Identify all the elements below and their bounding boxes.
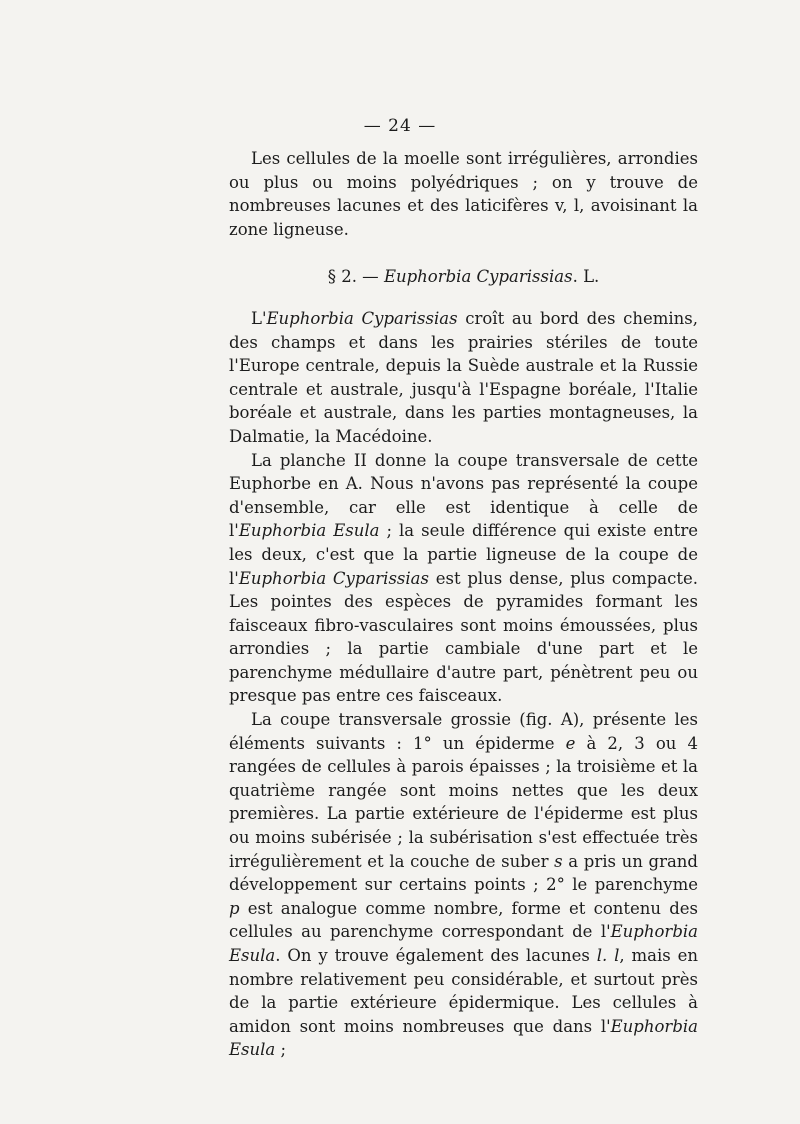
page-number: — 24 —	[363, 116, 437, 136]
text-run: , mais en nombre relativement peu considérable, et surtout près de la partie extérieure épidermique. Les cellules à amidon sont moins nombreuses que dans l'	[229, 946, 699, 1036]
label-letter: e	[565, 733, 576, 753]
text-run: . On y trouve également des lacunes	[275, 946, 597, 965]
text-run: a pris un grand développement sur certains points ; 2° le parenchyme	[229, 851, 698, 895]
species-name: Euphorbia Esula	[229, 1016, 698, 1060]
text-run: L'	[251, 308, 267, 328]
heading-species: Euphorbia Cyparissias	[383, 267, 573, 287]
paragraph-pith-cells: Les cellules de la moelle sont irrégulières, arrondies ou plus ou moins polyédriques ; on y trouve de nombreuses lacunes et des laticifères v, l, avoisinant la zone ligneuse.	[229, 149, 698, 239]
text-run: ; la seule différence qui existe entre les deux, c'est que la partie ligneuse de la coupe de l'	[229, 521, 699, 588]
label-letter: l. l	[596, 946, 620, 965]
label-letter: p	[229, 898, 240, 918]
text-run: à 2, 3 ou 4 rangées de cellules à parois épaisses ; la troisième et la quatrième rangée sont moins nettes que les deux premières. La partie extérieure de l'épiderme est plus ou moins subérisée ; la subérisation s'est effectuée très irrégulièrement et la couche de suber	[229, 733, 698, 871]
text-run: est plus dense, plus compacte. Les pointes des espèces de pyramides formant les faisceaux fibro-vasculaires sont moins émoussées, plus arrondies ; la partie cambiale d'une part et le parenchyme médullaire d'autre part, pénètrent peu ou presque pas entre ces faisceaux.	[229, 568, 698, 706]
text-run: La coupe transversale grossie (fig. A), présente les éléments suivants : 1° un épiderme	[229, 710, 698, 753]
text-run: La planche II donne la coupe transversale de cette Euphorbe en A. Nous n'avons pas représenté la coupe d'ensemble, car elle est identique à celle de l'	[229, 450, 698, 541]
paragraph-habitat	[229, 307, 698, 449]
text-run: croît au bord des chemins, des champs et dans les prairies stériles de toute l'Europe centrale, depuis la Suède australe et la Russie centrale et australe, jusqu'à l'Espagne boréale, l'Italie boréale et australe, dans les parties montagneuses, la Dalmatie, la Macédoine.	[229, 308, 698, 446]
species-name: Euphorbia Cyparissias	[266, 308, 458, 328]
text-run: est analogue comme nombre, forme et contenu des cellules au parenchyme correspondant de l'	[229, 898, 698, 942]
heading-suffix: . L.	[572, 267, 600, 287]
species-name: Euphorbia Esula	[238, 521, 380, 541]
body-text	[229, 147, 698, 1062]
paragraph-plate	[229, 449, 698, 709]
paragraph-section-detail	[229, 708, 698, 1062]
text-run: ;	[275, 1040, 287, 1060]
label-letter: s	[554, 851, 563, 871]
species-name: Euphorbia Cyparissias	[238, 568, 429, 588]
heading-prefix: § 2. —	[327, 267, 384, 287]
species-name: Euphorbia Esula	[229, 922, 698, 965]
section-heading	[229, 265, 698, 289]
